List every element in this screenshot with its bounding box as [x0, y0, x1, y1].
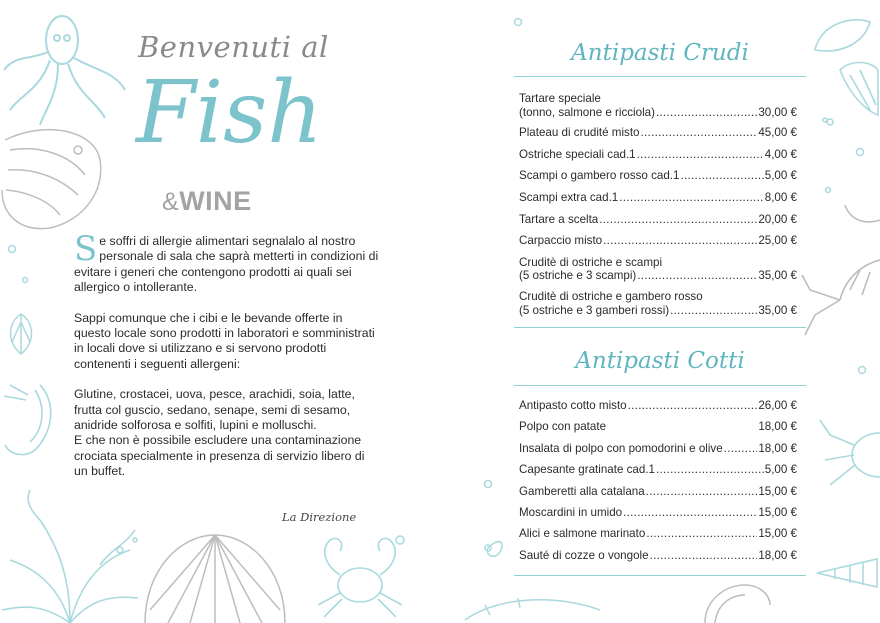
menu-item-price: 30,00 €: [758, 105, 797, 119]
menu-item-name: Sauté di cozze o vongole: [519, 548, 649, 562]
menu-item: [519, 92, 797, 119]
menu-item-price: 35,00 €: [758, 303, 797, 317]
menu-item-price: 18,00 €: [758, 441, 797, 455]
menu-item-price: 20,00 €: [758, 212, 797, 226]
menu-item: [519, 213, 797, 227]
menu-item-price: 26,00 €: [758, 399, 797, 412]
menu-item-name: Capesante gratinate cad.1: [519, 463, 656, 477]
menu-item-name: Alici e salmone marinato: [519, 527, 646, 541]
menu-item: [519, 256, 797, 283]
divider-bottom-crudi: [514, 327, 806, 328]
menu-item-name: Insalata di polpo con pomodorini e olive: [519, 441, 723, 455]
menu-item-name: (5 ostriche e 3 scampi): [519, 269, 637, 283]
menu-item-name-line1: Cruditè di ostriche e gambero rosso: [519, 289, 703, 303]
menu-item-name: (5 ostriche e 3 gamberi rossi): [519, 303, 670, 317]
signature: La Direzione: [282, 510, 357, 524]
menu-item: [519, 191, 797, 205]
menu-item-name: Carpaccio misto: [519, 234, 603, 248]
menu-item-name: (tonno, salmone e ricciola): [519, 105, 655, 119]
menu-item-name: Polpo con patate: [519, 420, 607, 434]
menu-item: [519, 527, 797, 541]
menu-item-name: Scampi extra cad.1: [519, 190, 619, 204]
logo-ampersand: &: [162, 188, 180, 216]
allergy-paragraph-3: Glutine, crostacei, uova, pesce, arachidi, soia, latte, frutta col guscio, sedano, senape, semi di sesamo, anidride solforosa e solfiti, lupini e molluschi.: [74, 387, 355, 433]
menu-item-price: 15,00 €: [758, 505, 797, 519]
menu-item-name: Scampi o gambero rosso cad.1: [519, 169, 680, 183]
logo-wine-text: WINE: [179, 186, 252, 216]
menu-item-name: Gamberetti alla catalana: [519, 484, 645, 498]
menu-item-name-line1: Cruditè di ostriche e scampi: [519, 255, 663, 269]
allergy-paragraph-4: E che non è possibile escludere una contaminazione crociata specialmente in presenza di servizio libero di un buffet.: [74, 433, 365, 479]
menu-item-price: 8,00 €: [764, 190, 797, 204]
allergy-paragraph-1: [74, 229, 380, 296]
menu-item-name-line1: Tartare speciale: [519, 92, 601, 105]
menu-item-name: Moscardini in umido: [519, 505, 623, 519]
menu-item-name: Ostriche speciali cad.1: [519, 147, 636, 161]
menu-item: [519, 234, 797, 248]
menu-item-name: Plateau di crudité misto: [519, 126, 640, 140]
menu-item-price: 15,00 €: [758, 484, 797, 498]
menu-item: [519, 420, 797, 434]
menu-item-price: 15,00 €: [758, 527, 797, 541]
menu-item: [519, 485, 797, 499]
menu-item: [519, 148, 797, 162]
logo-fish: Fish: [136, 63, 323, 163]
octopus-icon: [0, 0, 130, 130]
menu-item-price: 25,00 €: [758, 234, 797, 248]
flatfish-icon: [0, 120, 110, 235]
allergy-notice: [74, 229, 380, 495]
divider-top-crudi: [514, 76, 806, 77]
menu-list-cotti: [519, 399, 797, 562]
menu-item-price: 35,00 €: [758, 269, 797, 283]
menu-item-price: 18,00 €: [758, 548, 797, 562]
menu-item: [519, 506, 797, 520]
menu-list-crudi: [519, 92, 797, 317]
allergy-paragraph-2: Sappi comunque che i cibi e le bevande offerte in questo locale sono prodotti in laboratori e somministrati in locali dove si utilizzano e si servono prodotti contenenti i seguenti allergeni:: [74, 310, 375, 371]
menu-item-name: Antipasto cotto misto: [519, 399, 627, 412]
allergy-text-1: e soffri di allergie alimentari segnalalo al nostro personale di sala che saprà metterti in condizioni di evitare i generi che contengono prodotti ai quali sei allergico o intollerante.: [74, 234, 379, 295]
menu-item: [519, 290, 797, 317]
section-title-cotti: Antipasti Cotti: [575, 348, 745, 374]
logo-wine: [162, 186, 252, 217]
menu-item: [519, 442, 797, 456]
menu-item-price: 4,00 €: [764, 147, 797, 161]
menu-item: [519, 399, 797, 413]
menu-item: [519, 126, 797, 140]
section-title-crudi: Antipasti Crudi: [571, 40, 749, 66]
menu-item: [519, 169, 797, 183]
menu-item-price: 18,00 €: [758, 420, 797, 434]
menu-item-price: 5,00 €: [764, 169, 797, 183]
drop-cap: S: [74, 229, 98, 269]
menu-item-name: Tartare a scelta: [519, 212, 599, 226]
divider-top-cotti: [514, 385, 806, 386]
welcome-heading: Benvenuti al: [138, 30, 329, 64]
menu-item: [519, 549, 797, 563]
divider-bottom-cotti: [514, 575, 806, 576]
menu-item-price: 5,00 €: [764, 463, 797, 477]
menu-item-price: 45,00 €: [758, 126, 797, 140]
menu-item: [519, 463, 797, 477]
